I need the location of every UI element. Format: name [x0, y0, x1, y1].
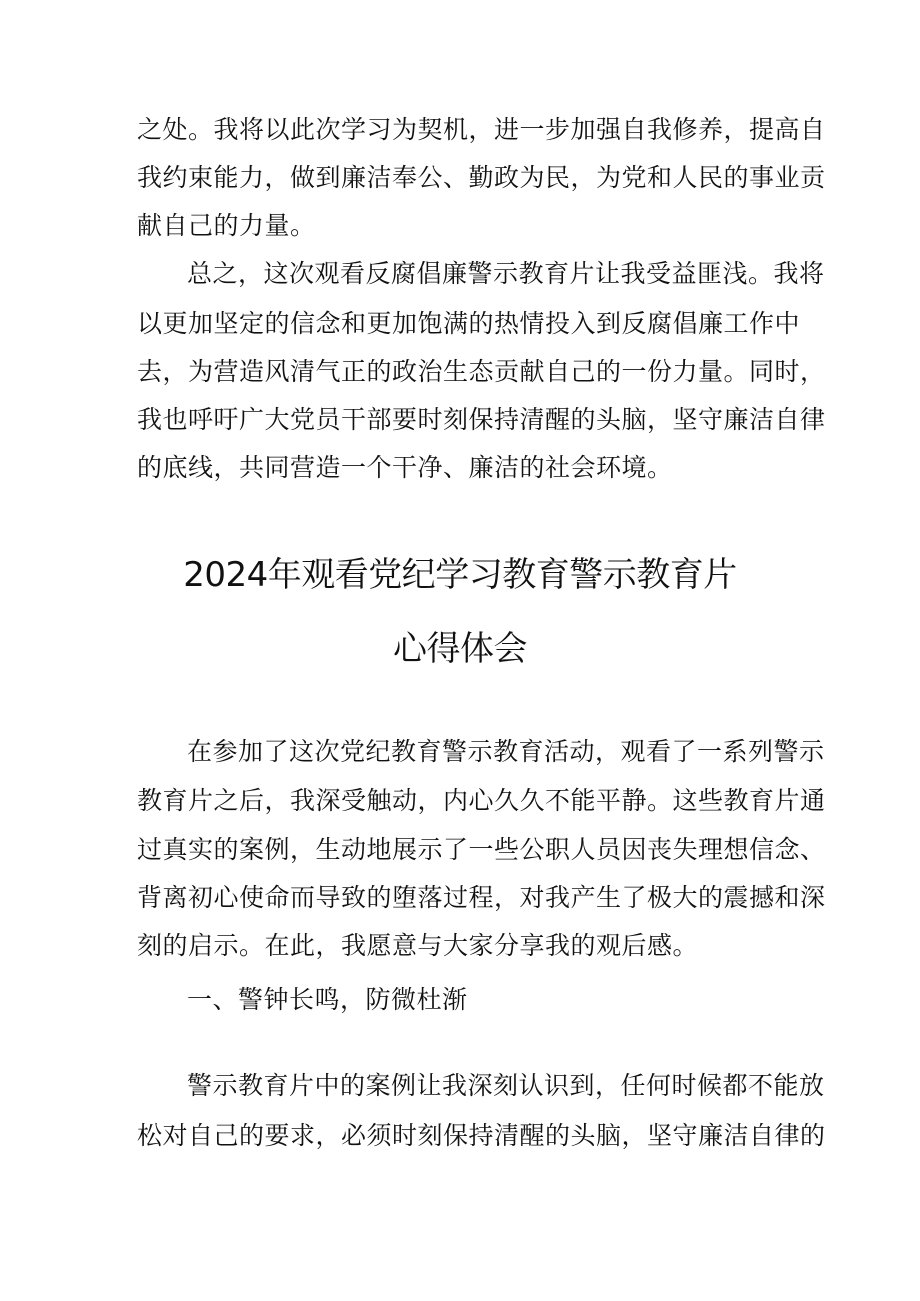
- text-line: 去，为营造风清气正的政治生态贡献自己的一份力量。同时，: [137, 357, 826, 386]
- text-line: 的底线，共同营造一个干净、廉洁的社会环境。: [137, 453, 673, 482]
- text-line: 献自己的力量。: [137, 211, 316, 240]
- text-line: 过真实的案例，生动地展示了一些公职人员因丧失理想信念、: [137, 835, 826, 864]
- text-line: 教育片之后，我深受触动，内心久久不能平静。这些教育片通: [137, 786, 826, 815]
- text-line: 之处。我将以此次学习为契机，进一步加强自我修养，提高自: [137, 115, 826, 144]
- text-line: 我约束能力，做到廉洁奉公、勤政为民，为党和人民的事业贡: [137, 163, 826, 192]
- text-line: 在参加了这次党纪教育警示教育活动，观看了一系列警示: [187, 737, 825, 766]
- text-line: 警示教育片中的案例让我深刻认识到，任何时候都不能放: [187, 1071, 825, 1100]
- text-line: 总之，这次观看反腐倡廉警示教育片让我受益匪浅。我将: [187, 259, 825, 288]
- page-title: 2024年观看党纪学习教育警示教育片: [183, 555, 737, 595]
- page-subtitle: 心得体会: [393, 629, 527, 669]
- text-line: 我也呼吁广大党员干部要时刻保持清醒的头脑，坚守廉洁自律: [137, 405, 826, 434]
- text-line: 刻的启示。在此，我愿意与大家分享我的观后感。: [137, 931, 699, 960]
- section-heading: 一、警钟长鸣，防微杜渐: [187, 985, 468, 1014]
- text-line: 以更加坚定的信念和更加饱满的热情投入到反腐倡廉工作中: [137, 309, 801, 338]
- text-line: 背离初心使命而导致的堕落过程，对我产生了极大的震撼和深: [137, 883, 826, 912]
- text-line: 松对自己的要求，必须时刻保持清醒的头脑，坚守廉洁自律的: [137, 1121, 826, 1150]
